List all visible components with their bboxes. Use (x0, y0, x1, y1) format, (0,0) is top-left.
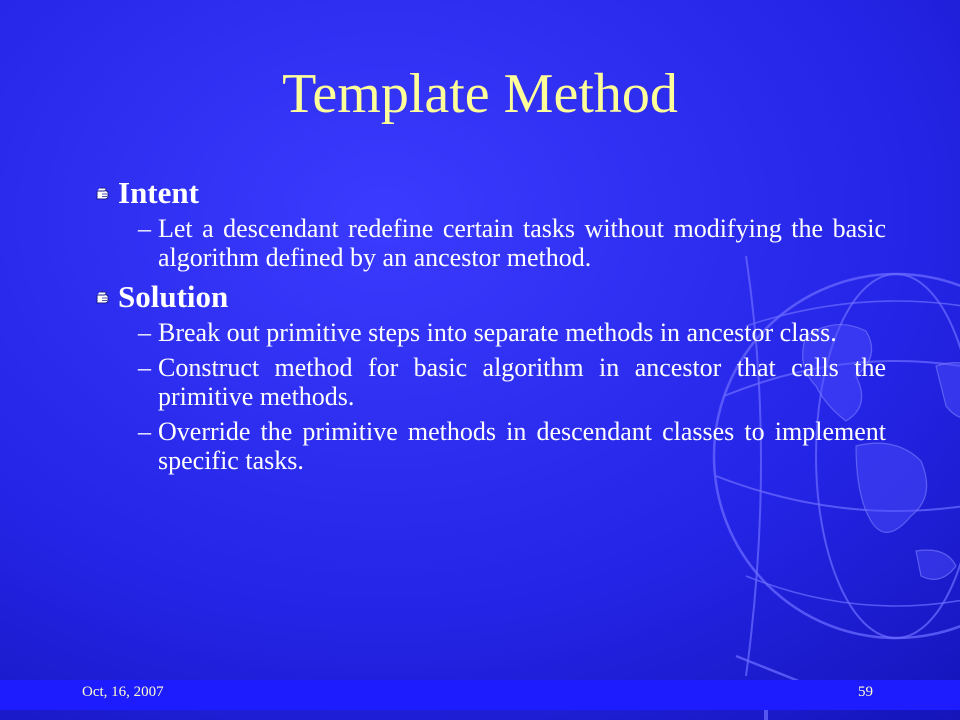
section-items-solution (96, 318, 886, 475)
list-item: – Construct method for basic algorithm in ancestor that calls the primitive methods. (138, 353, 886, 411)
section-solution (96, 278, 886, 475)
section-heading-intent (96, 174, 886, 212)
section-items-intent (96, 214, 886, 272)
list-item: – Break out primitive steps into separate methods in ancestor class. (138, 318, 837, 347)
list-item: – Override the primitive methods in descendant classes to implement specific tasks. (138, 417, 886, 475)
footer-date: Oct, 16, 2007 (82, 684, 164, 700)
pointing-hand-icon (96, 185, 110, 201)
section-heading-label: Solution (118, 279, 229, 314)
list-item: – Let a descendant redefine certain tasks without modifying the basic algorithm defined by an ancestor method. (138, 214, 886, 272)
pointing-hand-icon (96, 289, 110, 305)
slide-content (96, 174, 886, 481)
section-heading-solution (96, 278, 886, 316)
slide-title: Template Method (282, 63, 678, 125)
section-heading-label: Intent (118, 175, 199, 210)
page-number: 59 (858, 684, 873, 700)
section-intent (96, 174, 886, 272)
